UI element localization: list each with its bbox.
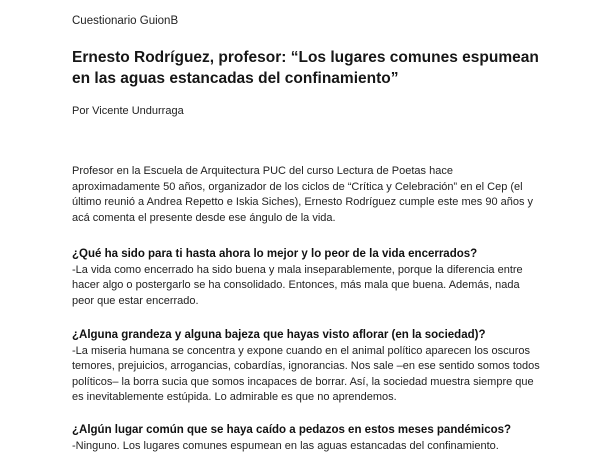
- article-title: Ernesto Rodríguez, profesor: “Los lugares comunes espumean en las aguas estancadas del confinamiento”: [72, 49, 539, 87]
- question-3: ¿Algún lugar común que se haya caído a pedazos en estos meses pandémicos?: [72, 424, 512, 436]
- article-byline: Por Vicente Undurraga: [72, 105, 184, 117]
- qa-item-1: [72, 247, 542, 309]
- qa-item-2: [72, 328, 542, 406]
- intro-paragraph: Profesor en la Escuela de Arquitectura PUC del curso Lectura de Poetas hace aproximadamente 50 años, organizador de los ciclos de “Crítica y Celebración” en el Cep (el último reunió a Andrea Repetto e Iskia Siches), Ernesto Rodríguez cumple este mes 90 años y acá comenta el presente desde ese ángulo de la vida.: [72, 165, 534, 224]
- answer-2: -La miseria humana se concentra y expone cuando en el animal político aparecen los oscuros temores, prejuicios, arrogancias, cobardías, ignorancias. Nos sale –en ese sentido somos todos políticos– la borra sucia que somos incapaces de borrar. Así, la sociedad muestra siempre que es inevitablemente estúpida. Lo admirable es que no aprendemos.: [72, 344, 540, 403]
- answer-1: -La vida como encerrado ha sido buena y mala inseparablemente, porque la diferencia entre hacer algo o postergarlo se ha consolidado. Entonces, más mala que buena. Además, nada peor que estar encerrado.: [72, 263, 523, 307]
- qa-item-3: [72, 423, 542, 454]
- answer-3: -Ninguno. Los lugares comunes espumean en las aguas estancadas del confinamiento.: [72, 439, 499, 452]
- section-label: Cuestionario GuionB: [72, 15, 179, 27]
- question-2: ¿Alguna grandeza y alguna bajeza que hayas visto aflorar (en la sociedad)?: [72, 329, 486, 341]
- question-1: ¿Qué ha sido para ti hasta ahora lo mejor y lo peor de la vida encerrados?: [72, 248, 478, 260]
